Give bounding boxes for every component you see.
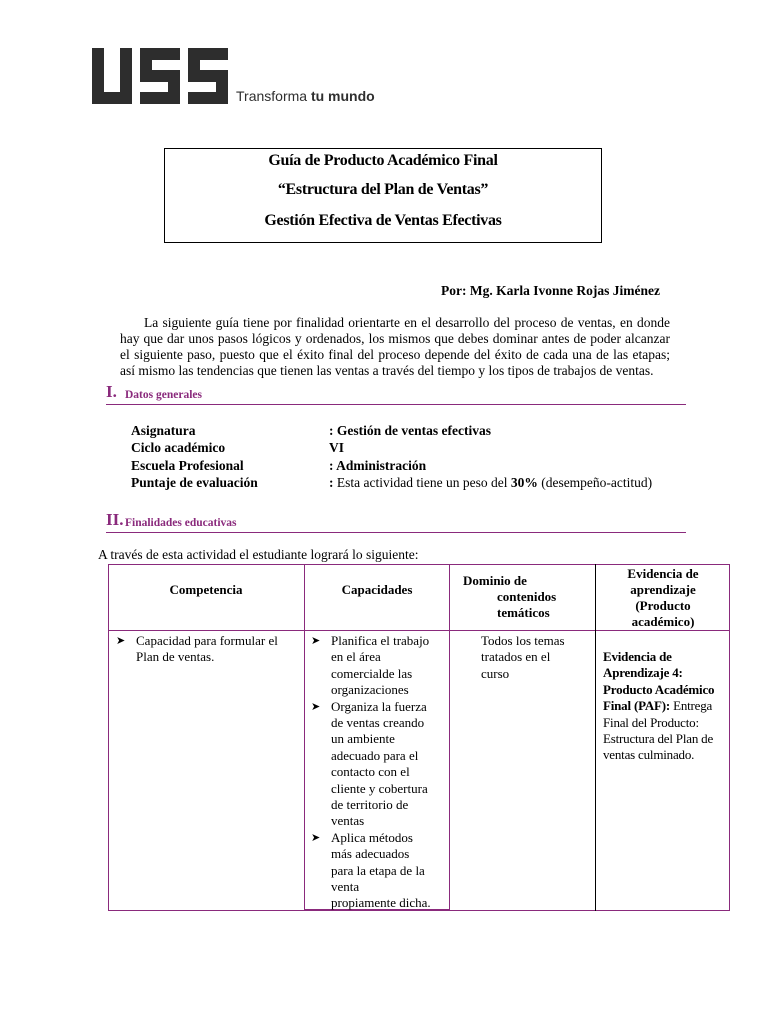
list-item: ➤ Aplica métodos más adecuados para la etapa de la venta propiamente dicha.: [309, 830, 449, 910]
author: Por: Mg. Karla Ivonne Rojas Jiménez: [441, 283, 660, 298]
section-1-title: Datos generales: [125, 389, 202, 401]
logo-tagline: Transforma tu mundo: [236, 88, 375, 104]
section-2-number: II.: [106, 510, 124, 529]
title-line-3: Gestión Efectiva de Ventas Efectivas: [264, 212, 502, 229]
capacidades-cell: [309, 633, 449, 910]
general-label: Ciclo académico: [131, 440, 226, 455]
general-row-puntaje: [131, 475, 691, 492]
table-border-left: [108, 564, 109, 911]
table-border-top: [108, 564, 730, 565]
list-item: ➤ Planifica el trabajo en el área comercialde las organizaciones: [309, 633, 449, 699]
educational-goals-table: [108, 564, 730, 911]
section-2-title: Finalidades educativas: [125, 517, 237, 529]
general-label: Puntaje de evaluación: [131, 475, 258, 490]
general-value: : Gestión de ventas efectivas: [329, 423, 491, 438]
general-row-asignatura: [131, 423, 691, 440]
general-row-ciclo: [131, 440, 691, 457]
uss-logo: [92, 48, 392, 108]
header-competencia: Competencia: [169, 582, 243, 597]
general-value: VI: [329, 440, 345, 455]
evidencia-cell: Evidencia de Aprendizaje 4: Producto Académico Final (PAF): Entrega Final del Producto: Estructura del Plan de ventas culminado.: [603, 649, 715, 763]
table-header-separator: [108, 630, 730, 631]
section-2-heading: [106, 508, 686, 533]
intro-paragraph: La siguiente guía tiene por finalidad orientarte en el desarrollo del proceso de ventas, en donde hay que dar unos pasos lógicos y ordenados, los mismos que debes dominar antes de poder alcanzar el siguiente paso, puesto que el éxito final del proceso depende del éxito de cada una de las etapas; así mismo las tendencias que tienen las ventas a través del tiempo y los tipos de trabajos de ventas.: [120, 315, 670, 378]
general-label: Asignatura: [131, 423, 196, 438]
general-value: : Administración: [329, 458, 427, 473]
title-line-1: Guía de Producto Académico Final: [268, 152, 498, 169]
general-row-escuela: [131, 458, 691, 475]
section-1-heading: [106, 380, 686, 405]
general-label: Escuela Profesional: [131, 458, 244, 473]
table-col-sep-1: [304, 564, 305, 911]
uss-logo-mark: [92, 48, 232, 106]
dominio-cell: Todos los temas tratados en el curso: [481, 633, 565, 681]
header-capacidades: Capacidades: [341, 582, 413, 597]
header-dominio: Dominio de contenidos temáticos: [463, 573, 557, 620]
section-1-number: I.: [106, 382, 117, 401]
title-box: [164, 148, 602, 243]
table-lead-text: A través de esta actividad el estudiante logrará lo siguiente:: [98, 547, 419, 562]
list-item: ➤ Organiza la fuerza de ventas creando un ambiente adecuado para el contacto con el cliente y cobertura de territorio de ventas: [309, 699, 449, 830]
general-value: : Esta actividad tiene un peso del 30% (desempeño-actitud): [329, 475, 653, 490]
header-evidencia: Evidencia de aprendizaje (Producto académico): [627, 566, 699, 629]
list-item: ➤ Capacidad para formular el Plan de ventas.: [114, 633, 294, 666]
title-line-2: “Estructura del Plan de Ventas”: [277, 181, 489, 198]
competencia-cell: [114, 633, 294, 666]
